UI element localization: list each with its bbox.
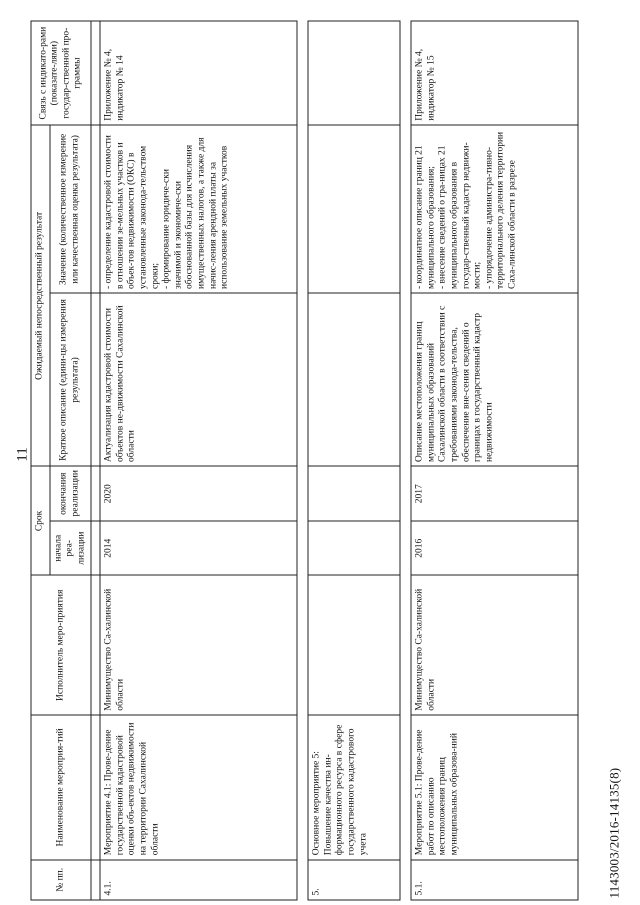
row-num: 5.1. xyxy=(411,860,578,900)
row-gap xyxy=(297,21,308,900)
row-link: Приложение № 4, индикатор № 14 xyxy=(100,21,297,125)
row-value xyxy=(308,125,400,293)
header-executor: Исполнитель меро-приятия xyxy=(31,575,91,715)
header-name: Наименование мероприя-тий xyxy=(31,715,91,860)
rotated-landscape-page xyxy=(1,0,640,905)
header-term: Срок xyxy=(31,466,50,575)
header-row-1 xyxy=(31,21,50,900)
row-short-description: Актуализация кадастровой стоимости объектов не-движимости Сахалинской области xyxy=(100,294,297,467)
table-row xyxy=(100,21,297,900)
row-short-description xyxy=(308,294,400,467)
row-value: - координатное описание границ 21 муниципального образования; - внесение сведений о гра-ницах 21 муниципального образования в государ-ственный кадастр недвижи-мости; - упорядочение администра-тивно-территориального деления территории Саха-линской области в разрезе xyxy=(411,125,578,293)
header-value: Значение (количественное измерение или качественная оценка результата) xyxy=(50,125,92,293)
header-result: Ожидаемый непосредственный результат xyxy=(31,125,50,466)
row-link xyxy=(308,21,400,125)
page-number: 11 xyxy=(14,447,31,462)
row-link: Приложение № 4, индикатор № 15 xyxy=(411,21,578,125)
row-start xyxy=(308,521,400,575)
table-row xyxy=(308,21,400,900)
row-executor: Минимущество Са-халинской области xyxy=(100,575,297,715)
row-gap xyxy=(400,21,411,900)
table-row xyxy=(411,21,578,900)
activities-table xyxy=(31,21,579,901)
row-num: 4.1. xyxy=(100,860,297,900)
row-end xyxy=(308,466,400,521)
row-end: 2017 xyxy=(411,466,578,521)
row-start: 2014 xyxy=(100,521,297,575)
header-start: начала реа-лизации xyxy=(50,521,92,575)
row-end: 2020 xyxy=(100,466,297,521)
row-executor xyxy=(308,575,400,715)
row-name: Мероприятие 4.1: Прове-дение государственной кадастровой оценки объ-ектов недвижимости на территории Сахалинской области xyxy=(100,715,297,860)
row-name: Мероприятие 5.1: Прове-дение работ по описанию местоположения границ муниципальных образова-ний xyxy=(411,715,578,860)
row-short-description: Описание местоположения границ муниципальных образований Сахалинской области в соответствии с требованиями законода-тельства, обеспечение вне-сения сведений о границах в государственный кадастр недвижимости xyxy=(411,294,578,467)
header-spacer-row xyxy=(91,21,100,900)
header-link: Связь с индикато-рами (показате-лями) государ-ственной про-граммы xyxy=(31,21,91,125)
row-num: 5. xyxy=(308,860,400,900)
row-value: - определение кадастровой стоимости в отношении зе-мельных участков и объек-тов недвижимости (ОКС) в установленные законода-тельством сроки; - формирование юридиче-ски значимой и экономиче-ски обоснованной базы для исчисления имущественных налогов, а также для начис-ления арендной платы за использование земельных участков xyxy=(100,125,297,293)
header-num: № пп. xyxy=(31,860,91,900)
row-name: Основное мероприятие 5: Повышение качества ин-формационного ресурса в сфере государственного кадастрового учета xyxy=(308,715,400,860)
header-short: Краткое описание (едини-цы измерения результата) xyxy=(50,294,92,467)
row-executor: Минимущество Са-халинской области xyxy=(411,575,578,715)
header-end: окончания реализации xyxy=(50,466,92,521)
row-start: 2016 xyxy=(411,521,578,575)
document-id: 1143003/2016-14135(8) xyxy=(606,767,622,899)
